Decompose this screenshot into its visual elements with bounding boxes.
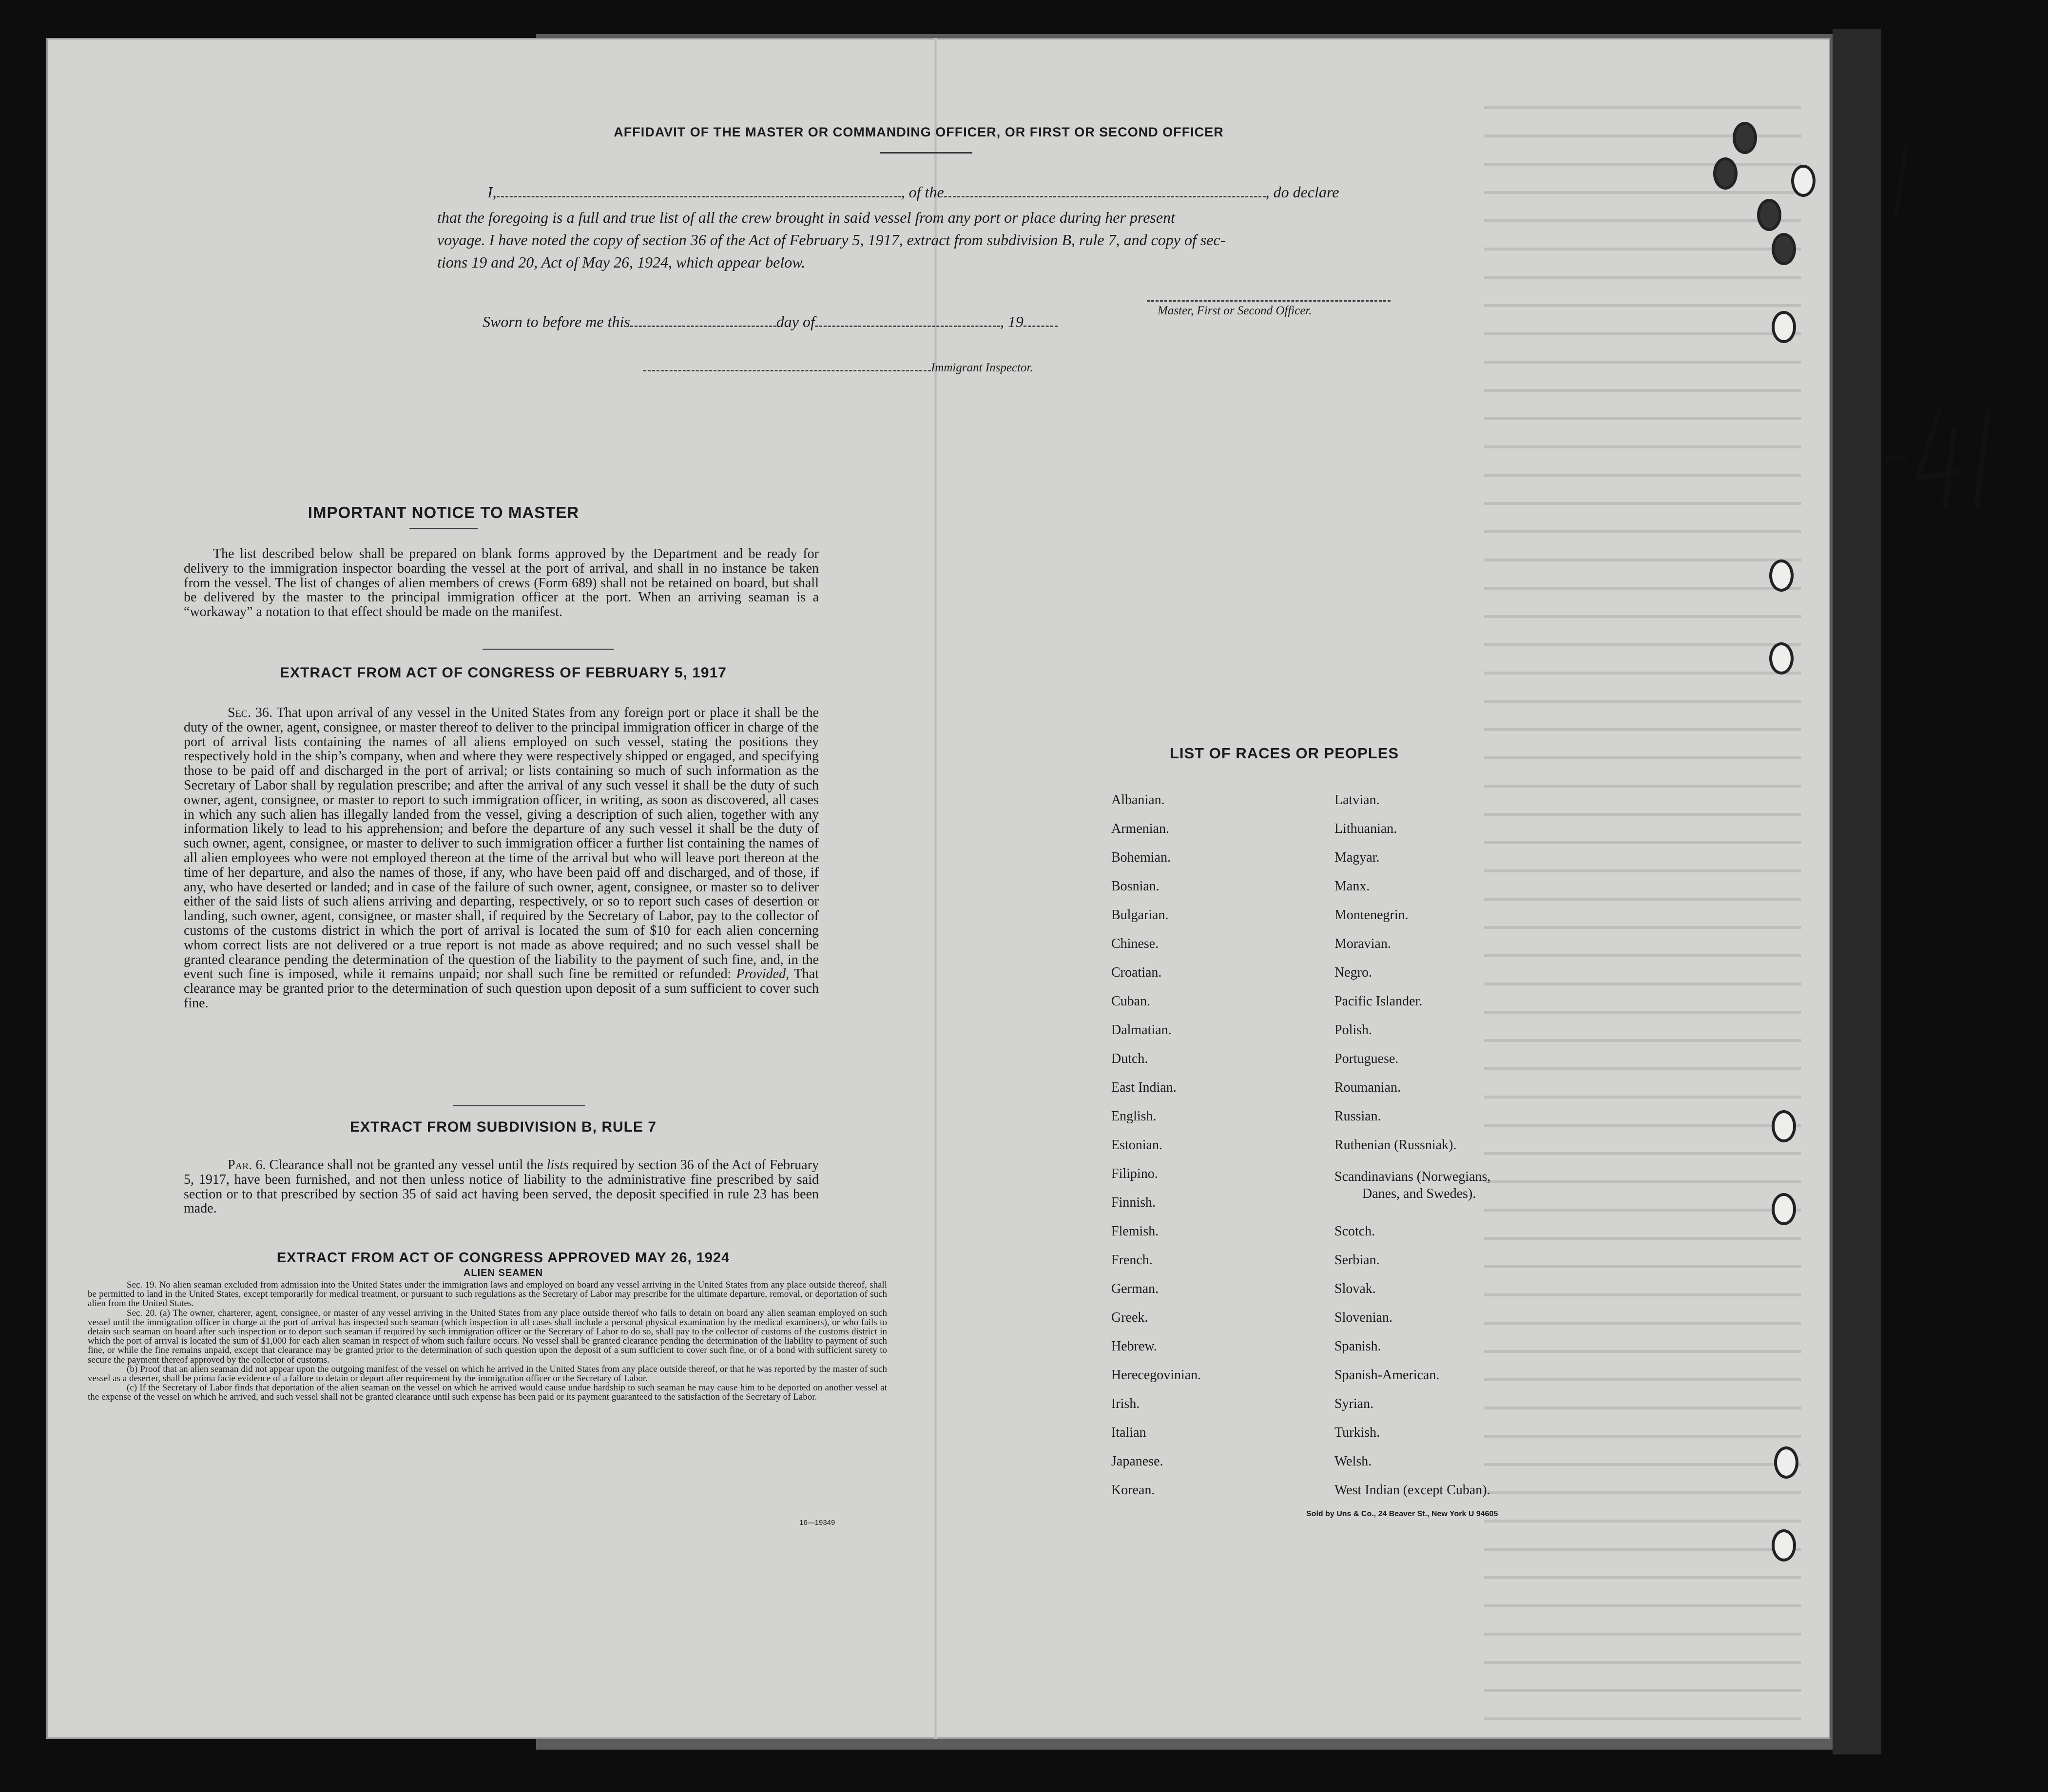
race-item: Irish. (1111, 1396, 1140, 1411)
race-item: Hebrew. (1111, 1339, 1157, 1354)
rule7-body: Par. 6. Clearance shall not be granted any vessel until the lists required by section 36 of the Act of February 5, 1917, have been furnished, and not then unless notice of liability to the administrative fine prescribed by said section or to that prescribed by section 35 of said act having been served, the deposit specified in rule 23 has been made. (184, 1157, 819, 1216)
master-signature-line[interactable] (1147, 300, 1391, 302)
act1917-body: Sec. 36. That upon arrival of any vessel in the United States from any foreign port or place it shall be the duty of the owner, agent, consignee, or master thereof to deliver to the principal immigration officer in charge of the port of arrival lists containing the names of all aliens employed on such vessel, stating the positions they respectively hold in the ship’s company, when and where they were respectively shipped or engaged, and specifying those to be paid off and discharged in the port of arrival; or lists containing so much of such information as the Secretary of Labor shall by regulation prescribe; and after the arrival of any such vessel it shall be the duty of such owner, agent, consignee, or master to report to such immigration officer, in writing, as soon as discovered, all cases in which any such alien has illegally landed from the vessel, giving a description of such alien, together with any information likely to lead to his apprehension; and before the departure of any such vessel it shall be the duty of such owner, agent, consignee, or master to deliver to such immigration officer a further list containing the names of all alien employees who were not employed thereon at the time of the arrival but who will leave port thereon at the time of her departure, and also the names of those, if any, who have been paid off and discharged, and of those, if any, who have deserted or landed; and in case of the failure of such owner, agent, consignee, or master so to deliver either of the said lists of such aliens arriving and departing, respectively, or so to report such cases of desertion or landing, such owner, agent, consignee, or master shall, if required by the Secretary of Labor, pay to the collector of customs of the customs district in which the port of arrival is located the sum of $10 for each alien concerning whom correct lists are not delivered or a true report is not made as above required; and no such vessel shall be granted clearance pending the determination of the question of the liability to the payment of such fine, and, in the event such fine is imposed, while it remains unpaid; nor shall such fine be remitted or refunded: Provided, That clearance may be granted prior to the determination of such question upon deposit of a sum sufficient to cover such fine. (184, 705, 819, 1011)
race-item: Finnish. (1111, 1195, 1156, 1210)
race-item: Filipino. (1111, 1166, 1158, 1181)
punch-hole (1713, 157, 1738, 190)
race-item: Montenegrin. (1334, 907, 1409, 923)
center-fold (934, 38, 937, 1739)
sworn-line: Sworn to before me this day of , 19 (483, 313, 1058, 331)
race-item: Polish. (1334, 1022, 1372, 1038)
race-item: Estonian. (1111, 1137, 1162, 1153)
underlying-sheet-edge (1833, 29, 1881, 1754)
race-item: East Indian. (1111, 1080, 1177, 1095)
day-blank[interactable] (630, 326, 776, 327)
sec19-text: Sec. 19. No alien seaman excluded from admission into the United States under the immigration laws and employed on board any vessel arriving in the United States from any place outside thereof, shall be permitted to land in the United States, except temporarily for medical treatment, or pursuant to such regulations as the Secretary of Labor may prescribe for the ultimate departure, removal, or deportation of such alien from the United States. (88, 1280, 887, 1309)
divider (409, 528, 478, 529)
race-item: Albanian. (1111, 792, 1165, 808)
race-item: Slovenian. (1334, 1310, 1392, 1325)
race-item: Dutch. (1111, 1051, 1148, 1066)
inspector-blank[interactable] (643, 370, 931, 371)
affidavit-title: AFFIDAVIT OF THE MASTER OR COMMANDING OFFICER, OR FIRST OR SECOND OFFICER (614, 125, 1224, 139)
act1917-title: EXTRACT FROM ACT OF CONGRESS OF FEBRUARY 5, 1917 (280, 665, 727, 681)
punch-hole (1791, 165, 1816, 197)
sec20b-text: (b) Proof that an alien seaman did not appear upon the outgoing manifest of the vessel on which he arrived in the United States from any place outside thereof, or that he was reported by the master of such vessel as a deserter, shall be prima facie evidence of a failure to detain or deport after requirement by the immigration officer or the Secretary of Labor. (88, 1364, 887, 1384)
race-item: Bulgarian. (1111, 907, 1169, 923)
affidavit-line3: voyage. I have noted the copy of section 36 of the Act of February 5, 1917, extract from subdivision B, rule 7, and copy of sec- (437, 231, 1226, 249)
race-item: Greek. (1111, 1310, 1148, 1325)
document-page (46, 38, 1830, 1739)
race-item: Cuban. (1111, 994, 1151, 1009)
punch-hole (1774, 1446, 1798, 1479)
race-item: Latvian. (1334, 792, 1380, 808)
act1924-body (88, 1280, 887, 1402)
divider (483, 649, 614, 650)
act1924-title: EXTRACT FROM ACT OF CONGRESS APPROVED MAY 26, 1924 (276, 1250, 730, 1266)
punch-hole (1772, 311, 1796, 343)
notice-title: IMPORTANT NOTICE TO MASTER (308, 503, 580, 521)
race-item: Slovak. (1334, 1281, 1376, 1296)
notice-body: The list described below shall be prepared on blank forms approved by the Department and be ready for delivery to the immigration inspector boarding the vessel at the port of arrival, and shall in no instance be taken from the vessel. The list of changes of alien members of crews (Form 689) shall not be retained on board, but shall be delivered by the master to the principal immigration officer at the port. When an arriving seaman is a “workaway” a notation to that effect should be made on the manifest. (184, 546, 819, 620)
master-signature-label: Master, First or Second Officer. (1158, 304, 1312, 317)
race-item: Chinese. (1111, 936, 1159, 951)
printer-imprint: Sold by Uns & Co., 24 Beaver St., New York U 94605 (1306, 1510, 1498, 1518)
race-item: Japanese. (1111, 1454, 1163, 1469)
race-item: West Indian (except Cuban). (1334, 1483, 1490, 1498)
race-item: Roumanian. (1334, 1080, 1401, 1095)
race-item: Turkish. (1334, 1425, 1380, 1440)
race-item: Negro. (1334, 965, 1372, 980)
punch-hole (1769, 559, 1794, 592)
affidavit-line4: tions 19 and 20, Act of May 26, 1924, which appear below. (437, 253, 806, 271)
race-item: English. (1111, 1109, 1157, 1124)
race-item: Italian (1111, 1425, 1146, 1440)
race-item: German. (1111, 1281, 1159, 1296)
name-blank[interactable] (497, 196, 901, 197)
race-item: Syrian. (1334, 1396, 1374, 1411)
race-item: Danes, and Swedes). (1362, 1186, 1476, 1201)
punch-hole (1733, 122, 1757, 154)
race-item: Scandinavians (Norwegians, (1334, 1169, 1491, 1184)
vessel-blank[interactable] (944, 196, 1266, 197)
divider (880, 152, 972, 154)
race-item: Welsh. (1334, 1454, 1372, 1469)
race-item: Manx. (1334, 879, 1370, 894)
punch-hole (1772, 1529, 1796, 1561)
race-item: Scotch. (1334, 1224, 1375, 1239)
race-item: Spanish-American. (1334, 1368, 1440, 1383)
punch-hole (1772, 233, 1796, 265)
race-item: Serbian. (1334, 1252, 1380, 1268)
race-item: Lithuanian. (1334, 821, 1397, 836)
month-blank[interactable] (815, 326, 1000, 327)
punch-hole (1772, 1193, 1796, 1225)
race-item: Flemish. (1111, 1224, 1159, 1239)
race-item: Korean. (1111, 1483, 1155, 1498)
race-item: Spanish. (1334, 1339, 1381, 1354)
sec20c-text: (c) If the Secretary of Labor finds that deportation of the alien seaman on the vessel on which he arrived would cause undue hardship to such seaman he may cause him to be deported on another vessel at the expense of the vessel on which he arrived, and such vessel shall not be granted clearance until such expense has been paid or its payment guaranteed to the satisfaction of the Secretary of Labor. (88, 1383, 887, 1403)
inspector-line: Immigrant Inspector. (643, 361, 1033, 375)
race-item: Portuguese. (1334, 1051, 1399, 1066)
races-title: LIST OF RACES OR PEOPLES (1169, 745, 1399, 762)
year-blank[interactable] (1024, 326, 1058, 327)
sec20a-text: Sec. 20. (a) The owner, charterer, agent, consignee, or master of any vessel arriving in the United States from any place outside thereof who fails to detain on board any alien seaman employed on such vessel until the immigration officer in charge at the port of arrival has inspected such seaman (which inspection in all cases shall include a personal physical examination by the medical examiners), or who fails to detain such seaman on board after such inspection or to deport such seaman if required by such immigration officer or the Secretary of Labor to do so, shall pay to the collector of customs of the customs district in which the port of arrival is located the sum of $1,000 for each alien seaman in respect of whom such failure occurs. No vessel shall be granted clearance pending the determination of the liability to payment of such fine, or while the fine remains unpaid, except that clearance may be granted prior to the determination of such question upon the deposit of a sum sufficient to cover such fine, or of a bond with sufficient surety to secure the payment thereof approved by the collector of customs. (88, 1308, 887, 1365)
act1924-subtitle: ALIEN SEAMEN (463, 1268, 543, 1278)
punch-hole (1757, 199, 1781, 231)
punch-hole (1772, 1110, 1796, 1142)
race-item: Pacific Islander. (1334, 994, 1423, 1009)
race-item: Armenian. (1111, 821, 1169, 836)
bleed-through-lines (1484, 106, 1801, 1715)
race-item: Magyar. (1334, 850, 1380, 865)
race-item: Bohemian. (1111, 850, 1171, 865)
race-item: Ruthenian (Russniak). (1334, 1137, 1457, 1153)
divider (453, 1105, 585, 1106)
rule7-title: EXTRACT FROM SUBDIVISION B, RULE 7 (349, 1119, 657, 1135)
race-item: Croatian. (1111, 965, 1162, 980)
race-item: Herecegovinian. (1111, 1368, 1201, 1383)
affidavit-line1: I, , of the , do declare (487, 183, 1339, 201)
form-number: 16—19349 (799, 1519, 835, 1527)
race-item: Dalmatian. (1111, 1022, 1172, 1038)
punch-hole (1769, 642, 1794, 674)
handwritten-page-number (1876, 136, 2023, 526)
race-item: Russian. (1334, 1109, 1381, 1124)
affidavit-line2: that the foregoing is a full and true list of all the crew brought in said vessel from any port or place during her present (437, 209, 1175, 226)
race-item: French. (1111, 1252, 1153, 1268)
race-item: Bosnian. (1111, 879, 1159, 894)
race-item: Moravian. (1334, 936, 1391, 951)
